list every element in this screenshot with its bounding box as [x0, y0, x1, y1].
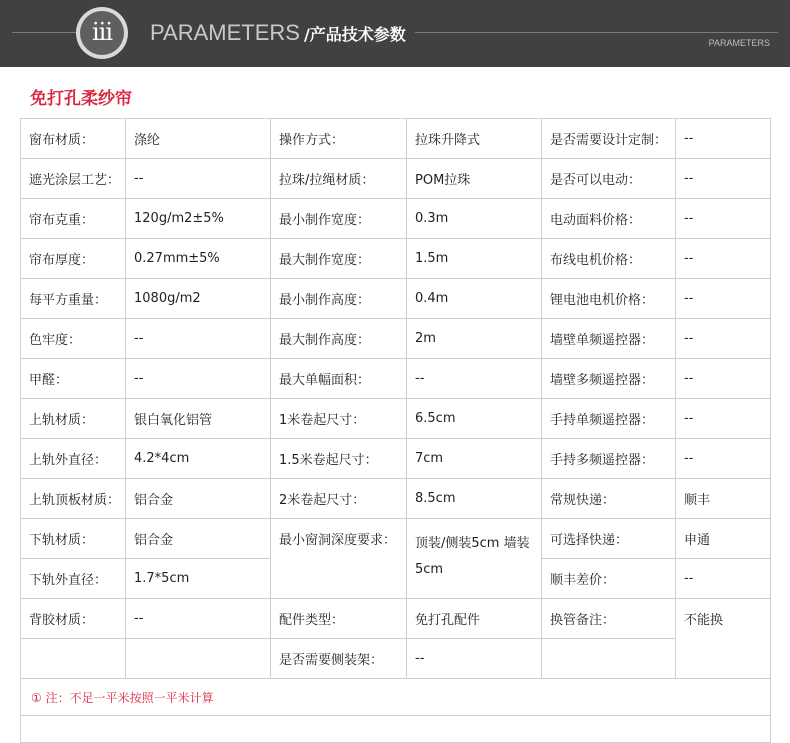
- spec-value: --: [676, 159, 771, 199]
- spec-label: 色牢度：: [21, 319, 126, 359]
- spec-value: 涤纶: [126, 119, 271, 159]
- spec-label: 最小制作高度：: [271, 279, 407, 319]
- spec-label: 换管备注：: [542, 599, 676, 639]
- spec-value: 0.4m: [407, 279, 542, 319]
- spec-value: 120g/m2±5%: [126, 199, 271, 239]
- spec-value: 1.7*5cm: [126, 559, 271, 599]
- spec-value: --: [126, 319, 271, 359]
- spec-value: --: [126, 599, 271, 639]
- spec-label: 操作方式：: [271, 119, 407, 159]
- spec-label: 窗布材质：: [21, 119, 126, 159]
- spec-label: 顺丰差价：: [542, 559, 676, 599]
- spec-label: 帘布克重：: [21, 199, 126, 239]
- header-right-label: PARAMETERS: [708, 38, 770, 48]
- table-row: [21, 119, 771, 159]
- spec-value: 4.2*4cm: [126, 439, 271, 479]
- section-title: [150, 20, 406, 46]
- spec-label: 最大制作高度：: [271, 319, 407, 359]
- spec-value: 铝合金: [126, 479, 271, 519]
- spec-label: 锂电池电机价格：: [542, 279, 676, 319]
- spec-label: 上轨材质：: [21, 399, 126, 439]
- spec-label: 墙壁单频遥控器：: [542, 319, 676, 359]
- spec-value: 2m: [407, 319, 542, 359]
- table-row: [21, 199, 771, 239]
- spec-value: 顺丰: [676, 479, 771, 519]
- table-row: [21, 479, 771, 519]
- table-row: [21, 239, 771, 279]
- spec-value: 免打孔配件: [407, 599, 542, 639]
- spec-label: 1米卷起尺寸：: [271, 399, 407, 439]
- spec-value: --: [676, 559, 771, 599]
- spec-value: --: [676, 359, 771, 399]
- spec-label: 上轨外直径：: [21, 439, 126, 479]
- table-row: [21, 399, 771, 439]
- spec-label: 是否可以电动：: [542, 159, 676, 199]
- spec-label: 布线电机价格：: [542, 239, 676, 279]
- blank-row: [21, 716, 771, 743]
- spec-value: 1080g/m2: [126, 279, 271, 319]
- spec-value: 不能换: [676, 599, 771, 679]
- spec-value: 0.3m: [407, 199, 542, 239]
- spec-label: 每平方重量：: [21, 279, 126, 319]
- table-row: [21, 359, 771, 399]
- product-title: 免打孔柔纱帘: [30, 89, 132, 109]
- table-row: [21, 159, 771, 199]
- spec-label: 墙壁多频遥控器：: [542, 359, 676, 399]
- spec-label: [542, 639, 676, 679]
- spec-value: 0.27mm±5%: [126, 239, 271, 279]
- spec-label: 手持单频遥控器：: [542, 399, 676, 439]
- spec-value: --: [676, 279, 771, 319]
- spec-label: 电动面料价格：: [542, 199, 676, 239]
- spec-value: 1.5m: [407, 239, 542, 279]
- spec-label: 最小窗洞深度要求：: [271, 519, 407, 599]
- spec-label: 甲醛：: [21, 359, 126, 399]
- spec-label: 背胶材质：: [21, 599, 126, 639]
- table-row: [21, 639, 771, 679]
- spec-value: --: [676, 239, 771, 279]
- blank-cell: [21, 716, 771, 743]
- header-divider-right: [415, 32, 778, 33]
- spec-label: 手持多频遥控器：: [542, 439, 676, 479]
- spec-label: 拉珠/拉绳材质：: [271, 159, 407, 199]
- spec-value: --: [676, 119, 771, 159]
- note-row: [21, 679, 771, 716]
- spec-value: --: [676, 319, 771, 359]
- spec-label: 最小制作宽度：: [271, 199, 407, 239]
- spec-value: --: [676, 439, 771, 479]
- spec-value: POM拉珠: [407, 159, 542, 199]
- badge-label: iii: [80, 11, 124, 55]
- header-banner: [0, 0, 790, 67]
- spec-label: 遮光涂层工艺：: [21, 159, 126, 199]
- spec-value: 7cm: [407, 439, 542, 479]
- spec-label: 常规快递：: [542, 479, 676, 519]
- table-row: [21, 519, 771, 559]
- spec-value: --: [126, 359, 271, 399]
- parameters-badge: [76, 7, 128, 59]
- spec-value: --: [407, 639, 542, 679]
- spec-label: 是否需要侧装架：: [271, 639, 407, 679]
- spec-label: 最大单幅面积：: [271, 359, 407, 399]
- spec-value: [126, 639, 271, 679]
- table-row: [21, 319, 771, 359]
- spec-label: 可选择快递：: [542, 519, 676, 559]
- spec-label: 帘布厚度：: [21, 239, 126, 279]
- spec-value: 申通: [676, 519, 771, 559]
- spec-value: --: [407, 359, 542, 399]
- spec-value: 拉珠升降式: [407, 119, 542, 159]
- spec-label: 下轨材质：: [21, 519, 126, 559]
- spec-label: [21, 639, 126, 679]
- section-title-en: PARAMETERS: [150, 20, 300, 45]
- spec-value: --: [126, 159, 271, 199]
- spec-value: 6.5cm: [407, 399, 542, 439]
- spec-value: 8.5cm: [407, 479, 542, 519]
- spec-label: 2米卷起尺寸：: [271, 479, 407, 519]
- spec-value: 铝合金: [126, 519, 271, 559]
- spec-table: [20, 118, 771, 743]
- table-row: [21, 279, 771, 319]
- spec-value: 顶装/侧装5cm 墙装5cm: [407, 519, 542, 599]
- table-row: [21, 599, 771, 639]
- header-divider-left: [12, 32, 76, 33]
- spec-label: 最大制作宽度：: [271, 239, 407, 279]
- spec-value: --: [676, 399, 771, 439]
- spec-label: 是否需要设计定制：: [542, 119, 676, 159]
- section-title-cn: /产品技术参数: [303, 25, 406, 44]
- table-row: [21, 439, 771, 479]
- spec-label: 上轨顶板材质：: [21, 479, 126, 519]
- spec-value: --: [676, 199, 771, 239]
- spec-label: 1.5米卷起尺寸：: [271, 439, 407, 479]
- spec-label: 配件类型：: [271, 599, 407, 639]
- note-text: ① 注：不足一平米按照一平米计算: [21, 679, 771, 716]
- spec-label: 下轨外直径：: [21, 559, 126, 599]
- spec-value: 银白氧化铝管: [126, 399, 271, 439]
